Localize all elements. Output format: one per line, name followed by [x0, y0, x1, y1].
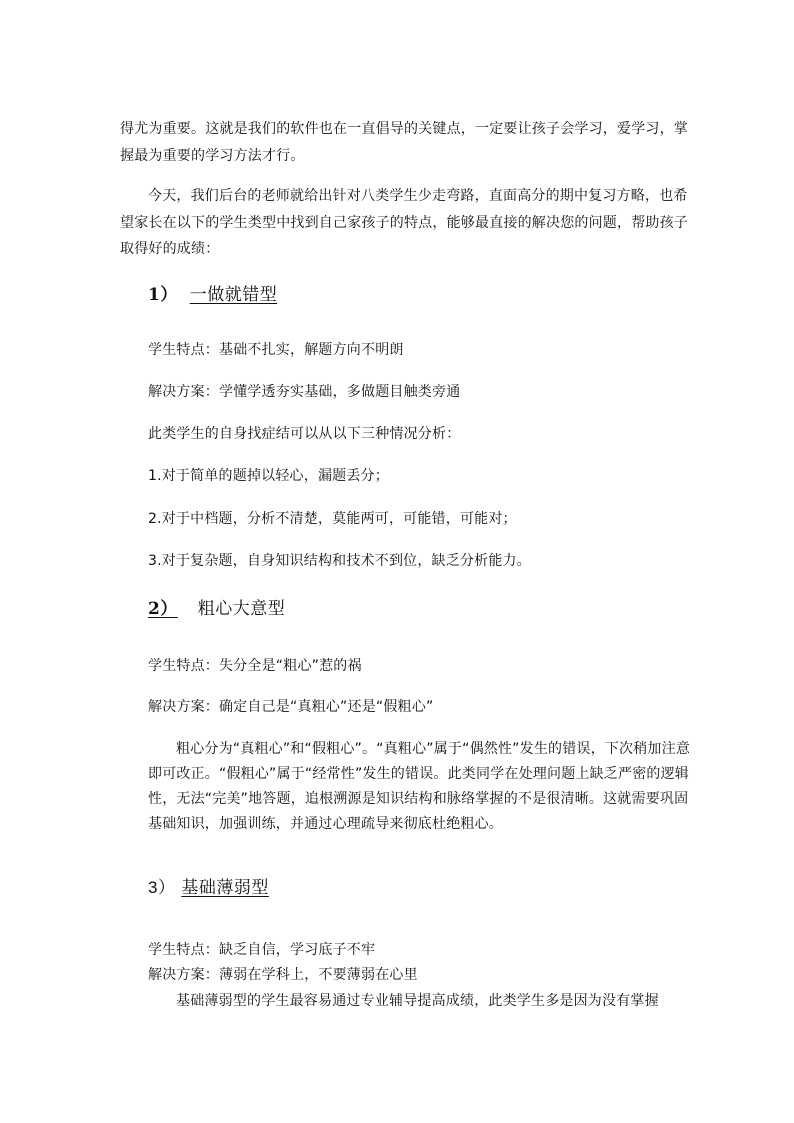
- section-1-heading: [148, 284, 277, 306]
- section-2-paragraph-line-4: 基础知识，加强训练，并通过心理疏导来彻底杜绝粗心。: [148, 816, 503, 832]
- intro-paragraph-2-line-3: 取得好的成绩：: [120, 241, 220, 257]
- section-2-heading: [148, 598, 285, 620]
- intro-paragraph-2-line-1: 今天，我们后台的老师就给出针对八类学生少走弯路，直面高分的期中复习方略，也希: [148, 188, 688, 204]
- section-1-analysis-intro: 此类学生的自身找症结可以从以下三种情况分析：: [148, 426, 461, 442]
- section-3-heading: [148, 877, 269, 899]
- section-2-paragraph-line-3: 性，无法“完美”地答题，追根溯源是知识结构和脉络掌握的不是很清晰。这就需要巩固: [148, 791, 689, 807]
- section-2-paragraph-line-1: 粗心分为“真粗心”和“假粗心”。“真粗心”属于“偶然性”发生的错误，下次稍加注意: [176, 741, 691, 757]
- section-3-paragraph-line-1: 基础薄弱型的学生最容易通过专业辅导提高成绩，此类学生多是因为没有掌握: [176, 993, 659, 1009]
- section-3-solution: 解决方案：薄弱在学科上，不要薄弱在心里: [148, 967, 418, 983]
- section-1-number: 1）: [148, 285, 178, 305]
- section-3-title: 基础薄弱型: [181, 878, 269, 898]
- section-1-item-2: 2.对于中档题，分析不清楚，莫能两可，可能错，可能对；: [148, 511, 517, 527]
- section-2-title: 粗心大意型: [197, 599, 286, 619]
- section-3-feature: 学生特点：缺乏自信，学习底子不牢: [148, 942, 376, 958]
- section-2-paragraph-line-2: 即可改正。“假粗心”属于“经常性”发生的错误。此类同学在处理问题上缺乏严密的逻辑: [148, 766, 690, 782]
- section-1-item-3: 3.对于复杂题，自身知识结构和技术不到位，缺乏分析能力。: [148, 553, 531, 569]
- intro-paragraph-2-line-2: 望家长在以下的学生类型中找到自己家孩子的特点，能够最直接的解决您的问题，帮助孩子: [120, 215, 688, 231]
- intro-paragraph-1-line-2: 握最为重要的学习方法才行。: [120, 148, 305, 164]
- section-1-item-1: 1.对于简单的题掉以轻心，漏题丢分；: [148, 468, 389, 484]
- section-3-number: 3）: [148, 878, 176, 897]
- intro-paragraph-1-line-1: 得尤为重要。这就是我们的软件也在一直倡导的关键点，一定要让孩子会学习，爱学习，掌: [120, 121, 688, 137]
- section-1-feature: 学生特点：基础不扎实，解题方向不明朗: [148, 342, 404, 358]
- section-1-solution: 解决方案：学懂学透夯实基础，多做题目触类旁通: [148, 384, 461, 400]
- section-2-solution: 解决方案：确定自己是“真粗心”还是“假粗心”: [148, 699, 434, 715]
- section-1-title: 一做就错型: [189, 285, 278, 305]
- section-2-feature: 学生特点：失分全是“粗心”惹的祸: [148, 658, 362, 674]
- section-2-number: 2）: [148, 599, 178, 619]
